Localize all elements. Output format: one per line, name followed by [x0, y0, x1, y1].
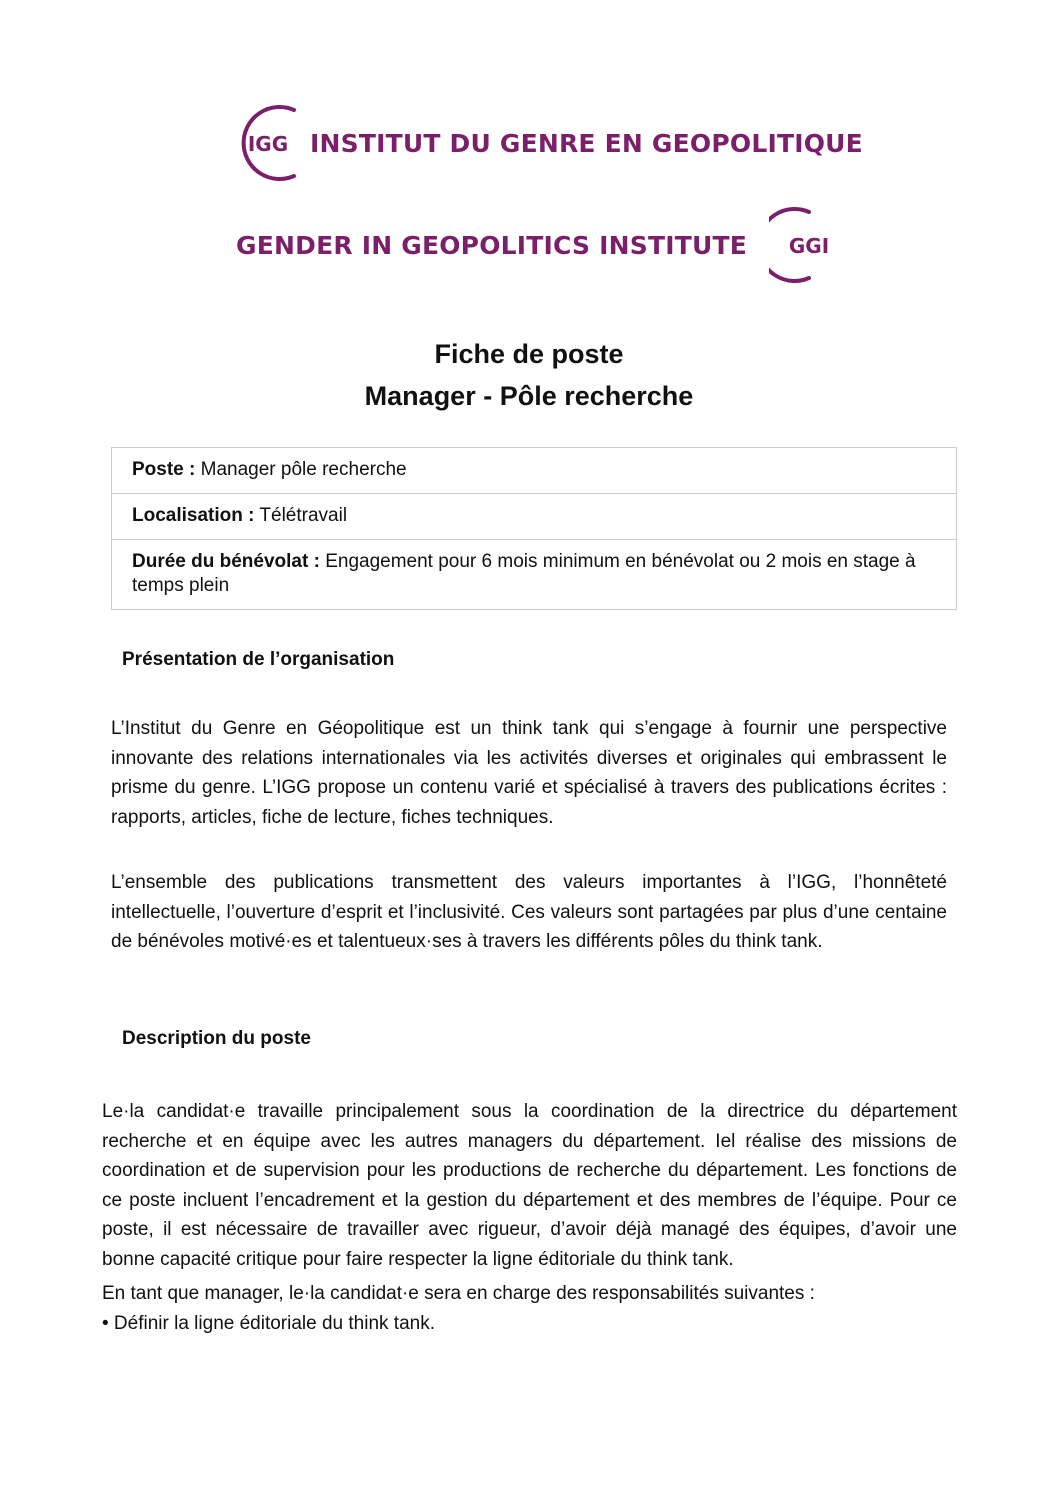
ggi-institute-name: GENDER IN GEOPOLITICS INSTITUTE	[236, 230, 748, 260]
info-label: Durée du bénévolat :	[132, 551, 320, 572]
info-row-duree	[112, 540, 957, 610]
organisation-paragraph: L’ensemble des publications transmettent des valeurs importantes à l’IGG, l’honnêteté intellectuelle, l’ouverture d’esprit et l’inclusivité. Ces valeurs sont partagées par plus d’une centaine de bénévoles motivé·es et talentueux·ses à travers les différents pôles du think tank.	[111, 872, 947, 952]
job-info-table	[111, 447, 957, 610]
igg-acronym: IGG	[247, 132, 289, 156]
info-value: Engagement pour 6 mois minimum en bénévolat ou 2 mois en stage à temps plein	[132, 551, 916, 596]
info-cell	[112, 494, 957, 540]
info-cell	[112, 540, 957, 610]
info-row-poste	[112, 448, 957, 494]
info-cell	[112, 448, 957, 494]
igg-logo	[228, 104, 863, 182]
info-value: Télétravail	[259, 505, 348, 526]
section-heading-organisation: Présentation de l’organisation	[122, 649, 395, 670]
ggi-acronym: GGI	[788, 234, 830, 258]
info-row-localisation	[112, 494, 957, 540]
info-value: Manager pôle recherche	[200, 459, 407, 480]
ggi-arc-emblem	[769, 206, 841, 284]
ggi-logo	[236, 206, 841, 284]
organisation-paragraph: L’Institut du Genre en Géopolitique est un think tank qui s’engage à fournir une perspective innovante des relations internationales via les activités diverses et originales qui embrassent le prisme du genre. L’IGG propose un contenu varié et spécialisé à travers des publications écrites : rapports, articles, fiche de lecture, fiches techniques.	[111, 718, 947, 828]
info-label: Poste :	[132, 459, 196, 480]
igg-arc-emblem	[228, 104, 300, 182]
page-title: Fiche de poste	[434, 339, 624, 369]
description-paragraph: Le·la candidat·e travaille principalement sous la coordination de la directrice du département recherche et en équipe avec les autres managers du département. Iel réalise des missions de coordination et de supervision pour les productions de recherche du département. Les fonctions de ce poste incluent l’encadrement et la gestion du département et des membres de l’équipe. Pour ce poste, il est nécessaire de travailler avec rigueur, d’avoir déjà managé des équipes, d’avoir une bonne capacité critique pour faire respecter la ligne éditoriale du think tank.	[102, 1101, 957, 1270]
responsibility-bullet: • Définir la ligne éditoriale du think tank.	[102, 1313, 436, 1334]
section-heading-description: Description du poste	[122, 1028, 311, 1049]
responsibilities-intro: En tant que manager, le·la candidat·e sera en charge des responsabilités suivantes :	[102, 1283, 815, 1304]
page-subtitle: Manager - Pôle recherche	[364, 381, 694, 411]
info-label: Localisation :	[132, 505, 255, 526]
igg-institute-name: INSTITUT DU GENRE EN GEOPOLITIQUE	[310, 128, 863, 158]
